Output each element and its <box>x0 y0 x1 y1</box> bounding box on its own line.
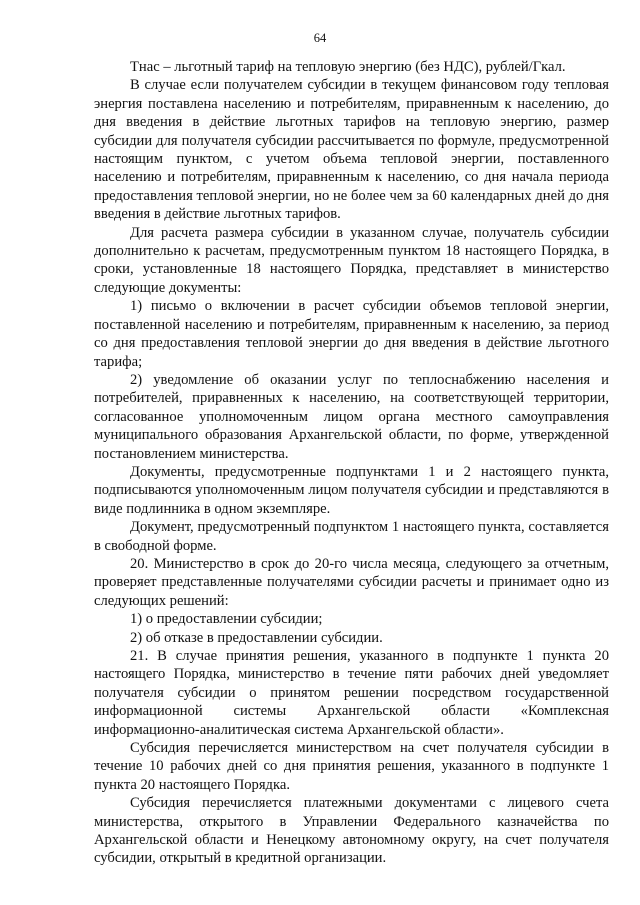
list-item-notification: 2) уведомление об оказании услуг по теплоснабжению населения и потребителей, приравненных к населению, на соответствующей территории, согласованное уполномоченным лицом органа местного самоуправления муниципального образования Архангельской области, по форме, утвержденной постановлением министерства. <box>94 371 609 462</box>
paragraph-transfer-deadline: Субсидия перечисляется министерством на счет получателя субсидии в течение 10 рабочих дней со дня принятия решения, указанного в подпункте 1 пункта 20 настоящего Порядка. <box>94 740 609 793</box>
paragraph-payment-account: Субсидия перечисляется платежными документами с лицевого счета министерства, открытого в Управлении Федерального казначейства по Архангельской области и Ненецкому автономному округу, на счет получателя субсидии, открытый в кредитной организации. <box>94 795 609 867</box>
paragraph-free-form: Документ, предусмотренный подпунктом 1 настоящего пункта, составляется в свободной форме. <box>94 519 609 554</box>
paragraph-section-20: 20. Министерство в срок до 20-го числа месяца, следующего за отчетным, проверяет представленные получателями субсидии расчеты и принимает одно из следующих решений: <box>94 555 609 609</box>
paragraph-section-21: 21. В случае принятия решения, указанного в подпункте 1 пункта 20 настоящего Порядка, министерство в течение пяти рабочих дней уведомляет получателя субсидии о принятом решении посредством государственной информационной системы Архангельской области «Комплексная информационно-аналитическая система Архангельской области». <box>94 648 609 738</box>
paragraph-tariff-definition: Тнас – льготный тариф на тепловую энергию (без НДС), рублей/Гкал. <box>130 59 566 75</box>
paragraph-calculation-documents: Для расчета размера субсидии в указанном случае, получатель субсидии дополнительно к расчетам, предусмотренным пунктом 18 настоящего Порядка, в сроки, установленные 18 настоящего Порядка, представляет в министерство следующие документы: <box>94 224 609 296</box>
page-number: 64 <box>313 31 327 45</box>
list-item-refusal: 2) об отказе в предоставлении субсидии. <box>130 629 383 646</box>
list-item-letter: 1) письмо о включении в расчет субсидии объемов тепловой энергии, поставленной населению и потребителям, приравненным к населению, за период со дня предоставления тепловой энергии до дня введения в действие льготного тарифа; <box>94 298 609 370</box>
paragraph-subsidy-case: В случае если получателем субсидии в текущем финансовом году тепловая энергия поставлена населению и потребителям, приравненным к населению, до дня введения в действие льготных тарифов на тепловую энергию, размер субсидии для получателя субсидии рассчитывается по формуле, предусмотренной настоящим пунктом, с учетом объема тепловой энергии, поставленного населению и потребителям, приравненным к населению, со дня начала периода предоставления тепловой энергии, но не более чем за 60 календарных дней до дня введения в действие льготных тарифов. <box>94 77 609 223</box>
document-body <box>94 58 609 868</box>
list-item-grant: 1) о предоставлении субсидии; <box>130 611 323 628</box>
paragraph-document-signing: Документы, предусмотренные подпунктами 1 и 2 настоящего пункта, подписываются уполномоченным лицом получателя субсидии и представляются в виде подлинника в одном экземпляре. <box>94 463 609 517</box>
